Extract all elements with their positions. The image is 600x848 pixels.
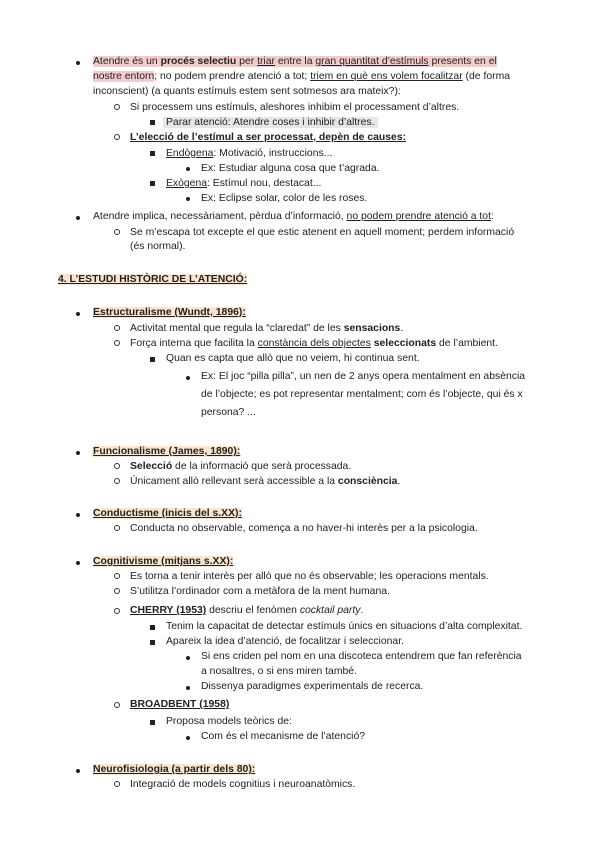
- conductisme-title-text: Conductisme (inicis del s.XX):: [93, 508, 242, 519]
- endogena-text: : Motivació, instruccions...: [213, 148, 333, 159]
- intro-underline: triar: [257, 56, 275, 67]
- intro-bullet-1-line-1: [93, 55, 549, 68]
- intro-bullet-2-sub-line-1: Se m’escapa tot excepte el que estic atenent en aquell moment; perdem informació: [130, 227, 515, 238]
- exogena-text: : Estímul nou, destacat...: [207, 178, 322, 189]
- emphasis: consciència: [337, 476, 398, 487]
- intro-sub-2: L’elecció de l’estímul a ser processat, depèn de causes:: [130, 132, 407, 143]
- cherry-point-1: Tenim la capacitat de detectar estímuls únics en situacions d’alta complexitat.: [166, 621, 523, 632]
- filled-circle-bullet-icon: [186, 731, 190, 744]
- section-title: [58, 273, 247, 286]
- text: .: [360, 605, 364, 616]
- hollow-circle-bullet-icon: [114, 585, 120, 598]
- estructuralisme-point-2-1: Quan es capta que allò que no veiem, hi continua sent.: [166, 353, 420, 364]
- filled-square-bullet-icon: [150, 716, 155, 729]
- hollow-circle-bullet-icon: [114, 699, 120, 712]
- text: de l’ambient.: [436, 338, 498, 349]
- endogena-example: Ex: Estudiar alguna cosa que t’agrada.: [201, 163, 380, 174]
- broadbent-name: BROADBENT (1958): [130, 699, 230, 710]
- filled-square-bullet-icon: [150, 353, 155, 366]
- filled-circle-bullet-icon: [76, 508, 80, 521]
- cognitivisme-point-1: Es torna a tenir interès per allò que no és observable; les operacions mentals.: [130, 571, 489, 582]
- intro-text: entre la: [274, 56, 316, 67]
- intro-text: per: [236, 56, 258, 67]
- intro-underline: triem en què ens volem focalitzar: [310, 71, 463, 82]
- text: Únicament allò rellevant serà accessible a la: [130, 476, 338, 487]
- funcionalisme-title: [93, 445, 240, 458]
- cognitivisme-title: [93, 555, 233, 568]
- cherry-point-2: Apareix la idea d’atenció, de focalitzar i seleccionar.: [166, 636, 404, 647]
- estructuralisme-example-line-2: de l’objecte; es pot representar mentalment; com és l’objecte, qui és x: [201, 389, 523, 400]
- text: de la informació que serà processada.: [172, 461, 352, 472]
- estructuralisme-example-line-1: Ex: El joc “pilla pilla”, un nen de 2 anys opera mentalment en absència: [201, 371, 526, 382]
- exogena-label: Exògena: [166, 178, 208, 189]
- hollow-circle-bullet-icon: [114, 475, 120, 488]
- intro-text: :: [490, 211, 494, 222]
- estructuralisme-title-text: Estructuralisme (Wundt, 1896):: [93, 307, 246, 318]
- intro-bullet-1-line-3: inconscient) (a quants estímuls estem sent sotmesos ara mateix?):: [93, 86, 401, 97]
- estructuralisme-point-2: [130, 337, 498, 350]
- conductisme-title: [93, 507, 242, 520]
- emphasis: Selecció: [130, 461, 173, 472]
- filled-circle-bullet-icon: [76, 307, 80, 320]
- intro-bullet-2: [93, 210, 494, 223]
- intro-bullet-2-sub-line-2: (és normal).: [130, 241, 186, 252]
- intro-text: (de forma: [462, 71, 511, 82]
- neurofisiologia-title-text: Neurofisiologia (a partir dels 80):: [93, 764, 256, 775]
- text: .: [397, 476, 401, 487]
- neurofisiologia-title: [93, 763, 255, 776]
- filled-circle-bullet-icon: [76, 211, 80, 224]
- cognitivisme-point-2: S’utilitza l’ordinador com a metàfora de la ment humana.: [130, 586, 390, 597]
- intro-text: presents en el: [428, 56, 497, 67]
- hollow-circle-bullet-icon: [114, 522, 120, 535]
- section-title-text: 4. L’ESTUDI HISTÒRIC DE L’ATENCIÓ:: [58, 274, 248, 285]
- funcionalisme-point-1: [130, 460, 351, 473]
- hollow-circle-bullet-icon: [114, 131, 120, 144]
- filled-square-bullet-icon: [150, 177, 155, 190]
- filled-square-bullet-icon: [150, 621, 155, 634]
- intro-text: ; no podem prendre atenció a tot;: [154, 71, 311, 82]
- intro-underline: gran quantitat d’estímuls: [315, 56, 429, 67]
- hollow-circle-bullet-icon: [114, 778, 120, 791]
- intro-sub-1-1-text: Parar atenció: Atendre coses i inhibir d’altres.: [163, 117, 378, 128]
- intro-text: Atendre és un: [93, 56, 161, 67]
- filled-square-bullet-icon: [150, 147, 155, 160]
- exogena-line: [166, 177, 321, 190]
- conductisme-point-1: Conducta no observable, comença a no haver-hi interès per a la psicologia.: [130, 523, 478, 534]
- hollow-circle-bullet-icon: [114, 570, 120, 583]
- filled-circle-bullet-icon: [186, 681, 190, 694]
- hollow-circle-bullet-icon: [114, 605, 120, 618]
- cherry-line: [130, 604, 363, 617]
- hollow-circle-bullet-icon: [114, 322, 120, 335]
- hollow-circle-bullet-icon: [114, 337, 120, 350]
- text: Força interna que facilita la: [130, 338, 258, 349]
- filled-circle-bullet-icon: [76, 446, 80, 459]
- text: .: [400, 323, 404, 334]
- intro-text: nostre entorn: [93, 71, 155, 82]
- intro-bullet-1-line-2: [93, 70, 510, 83]
- underline: constància dels objectes: [257, 338, 371, 349]
- filled-circle-bullet-icon: [186, 371, 190, 384]
- endogena-label: Endògena: [166, 148, 214, 159]
- filled-circle-bullet-icon: [186, 192, 190, 205]
- broadbent-point-1: Proposa models teòrics de:: [166, 716, 292, 727]
- cherry-name: CHERRY (1953): [130, 605, 207, 616]
- filled-circle-bullet-icon: [186, 162, 190, 175]
- estructuralisme-title: [93, 306, 246, 319]
- neurofisiologia-point-1: Integració de models cognitius i neuroanatòmics.: [130, 779, 356, 790]
- intro-underline: no podem prendre atenció a tot: [346, 211, 491, 222]
- intro-sub-1: Si processem uns estímuls, aleshores inhibim el processament d’altres.: [130, 102, 460, 113]
- funcionalisme-point-2: [130, 475, 400, 488]
- cherry-point-2-1-line-1: Si ens criden pel nom en una discoteca entendrem que fan referència: [201, 651, 522, 662]
- filled-circle-bullet-icon: [76, 764, 80, 777]
- text: descriu el fenòmen: [206, 605, 300, 616]
- hollow-circle-bullet-icon: [114, 460, 120, 473]
- intro-text: Atendre implica, necessàriament, pèrdua d’informació,: [93, 211, 347, 222]
- text: Activitat mental que regula la “claredat” de les: [130, 323, 344, 334]
- broadbent-point-1-1: Com és el mecanisme de l’atenció?: [201, 731, 366, 742]
- intro-emphasis: procés selectiu: [160, 56, 237, 67]
- filled-square-bullet-icon: [150, 116, 155, 129]
- cocktail-party-term: cocktail party: [299, 605, 361, 616]
- filled-circle-bullet-icon: [76, 556, 80, 569]
- emphasis: sensacions: [343, 323, 401, 334]
- endogena-line: [166, 147, 332, 160]
- hollow-circle-bullet-icon: [114, 226, 120, 239]
- emphasis: seleccionats: [373, 338, 437, 349]
- estructuralisme-example-line-3: persona? ...: [201, 407, 256, 418]
- filled-circle-bullet-icon: [76, 56, 80, 69]
- filled-square-bullet-icon: [150, 636, 155, 649]
- filled-circle-bullet-icon: [186, 651, 190, 664]
- exogena-example: Ex: Eclipse solar, color de les roses.: [201, 193, 368, 204]
- cherry-point-2-1-line-2: a nosaltres, o si ens miren també.: [201, 666, 357, 677]
- cherry-point-2-2: Dissenya paradigmes experimentals de recerca.: [201, 681, 424, 692]
- intro-sub-1-1: [163, 116, 378, 129]
- hollow-circle-bullet-icon: [114, 101, 120, 114]
- cognitivisme-title-text: Cognitivisme (mitjans s.XX):: [93, 556, 234, 567]
- funcionalisme-title-text: Funcionalisme (James, 1890):: [93, 446, 241, 457]
- estructuralisme-point-1: [130, 322, 403, 335]
